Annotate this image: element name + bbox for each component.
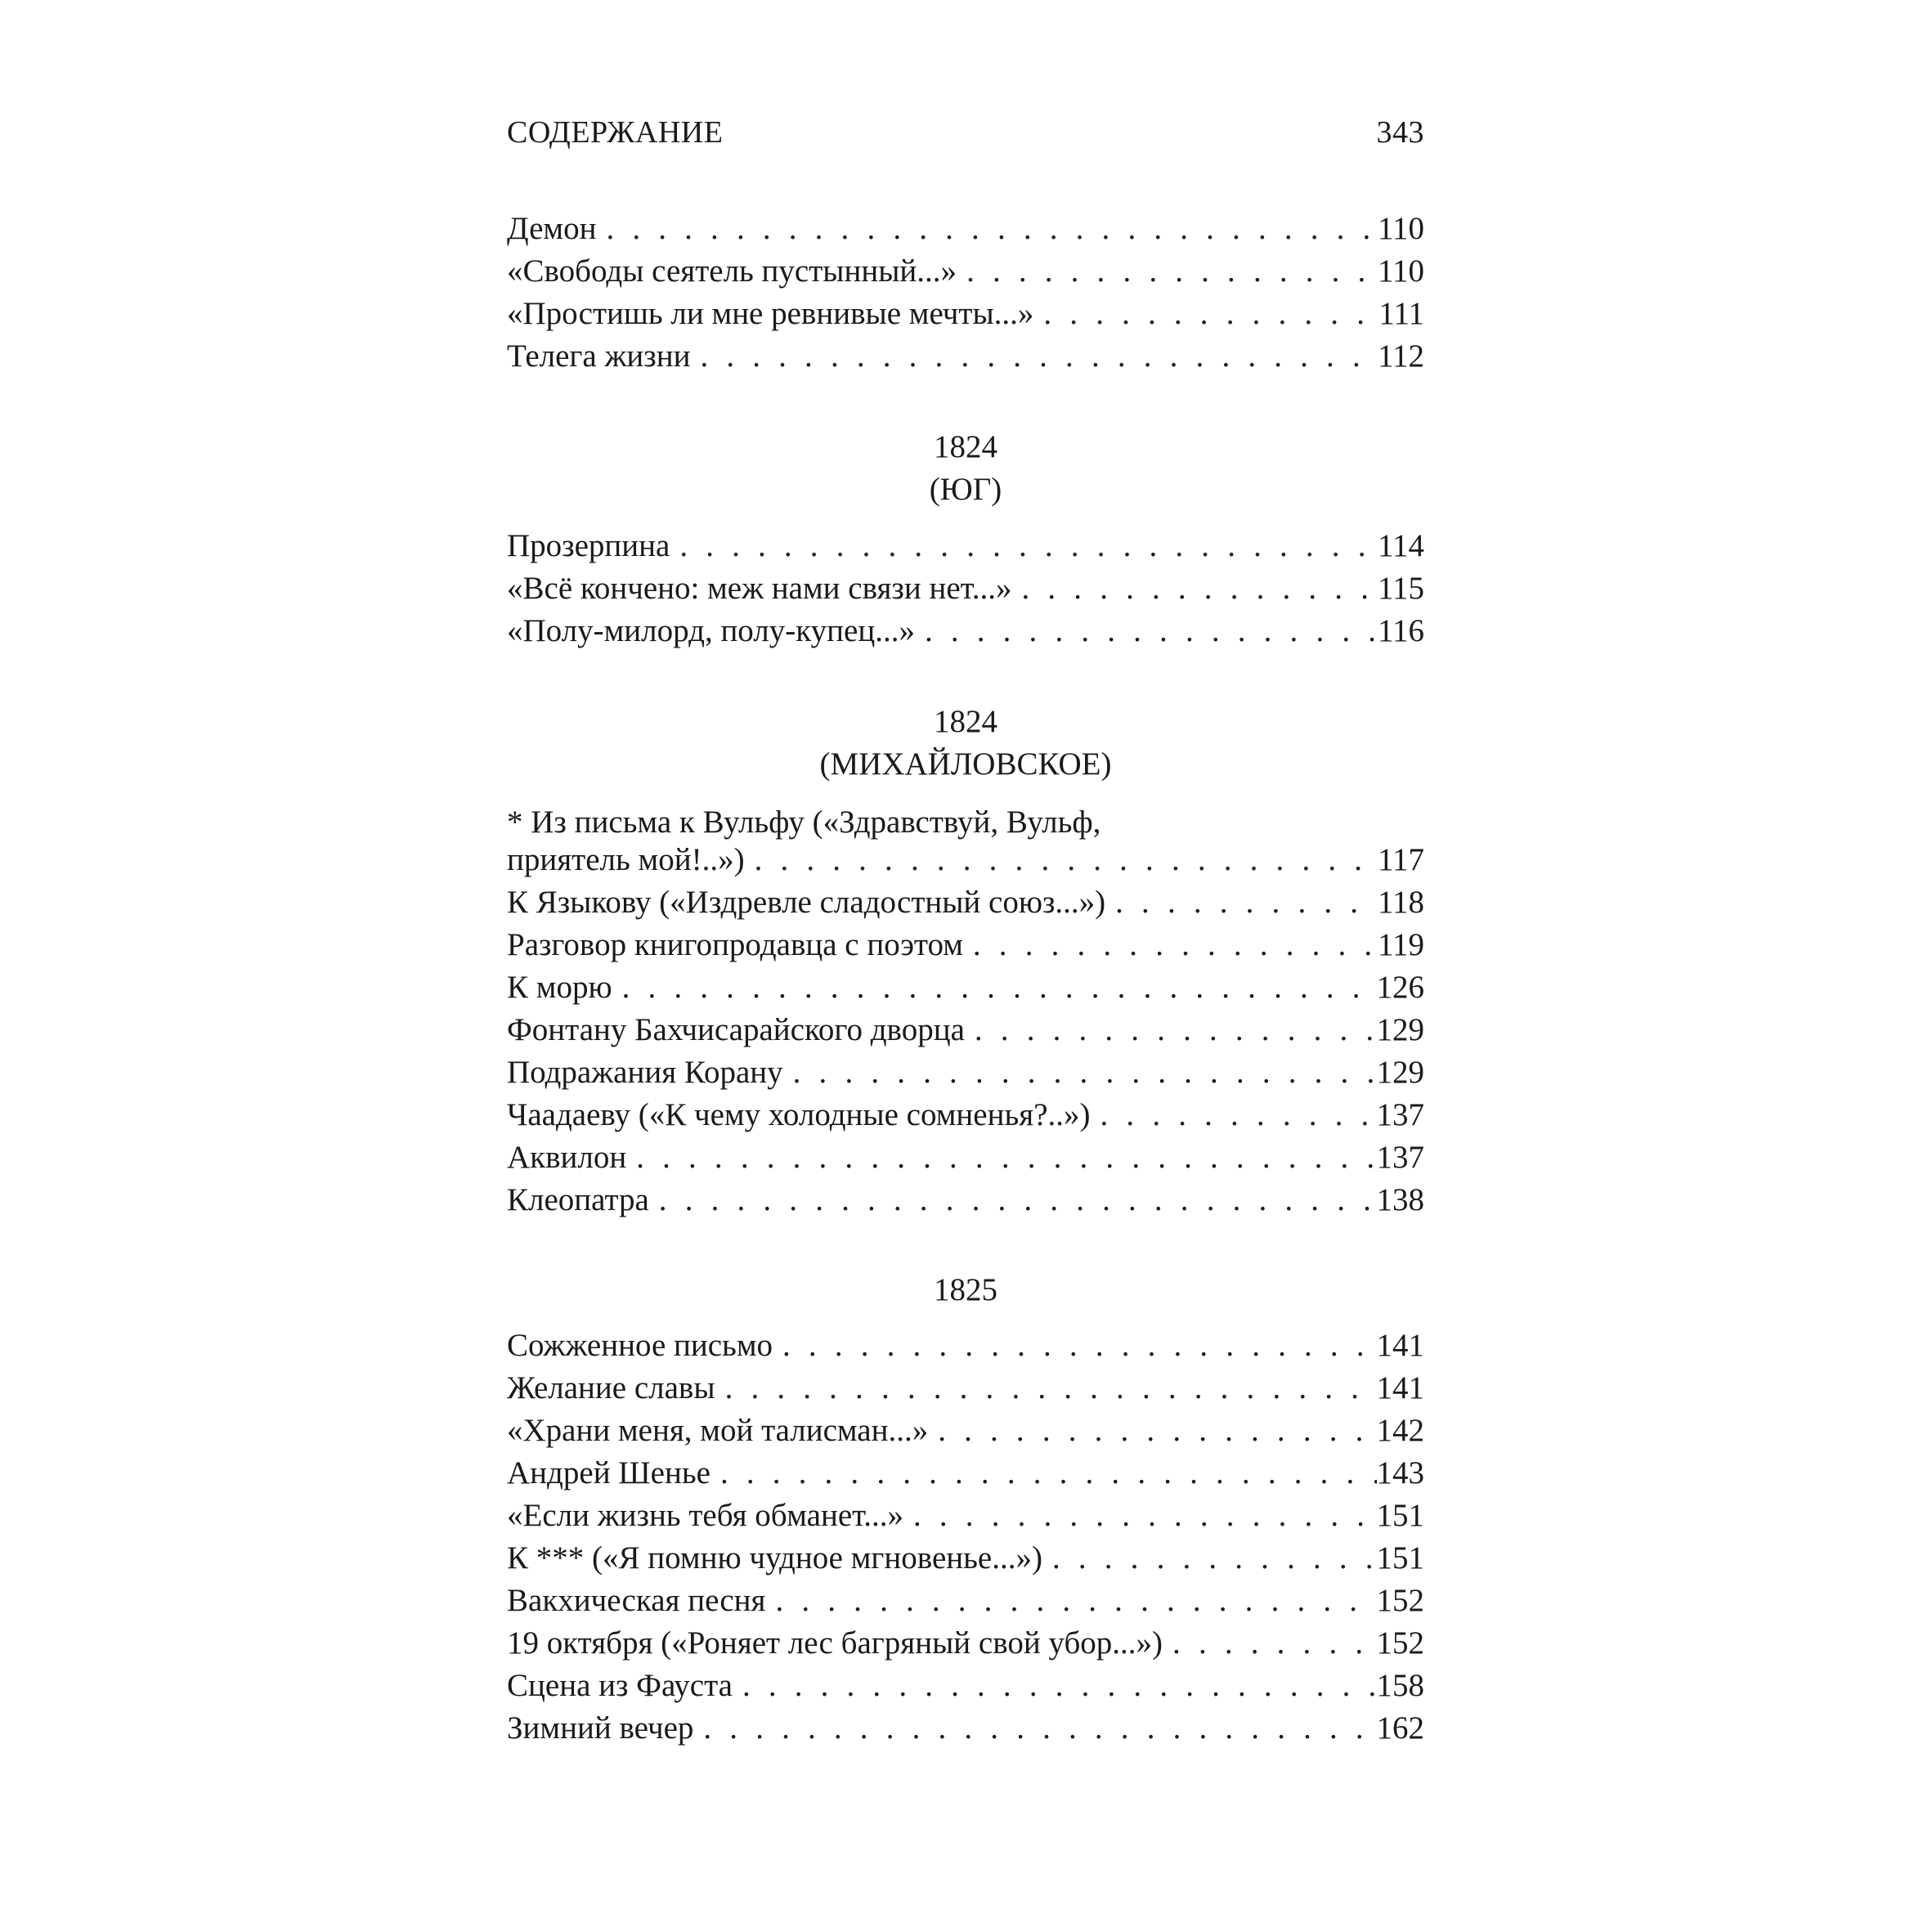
section-heading-place: (ЮГ) [929,472,1002,507]
toc-entry [507,839,1424,881]
dot-leader [745,839,1378,881]
dot-leader [690,335,1377,378]
toc-entry-title: «Простишь ли мне ревнивые мечты...» [507,296,1034,331]
section-heading-year: 1824 [934,704,997,739]
toc-entry-page: 126 [1376,970,1424,1005]
toc-entry-title: Клеопатра [507,1182,649,1217]
toc-entry [507,1051,1424,1094]
toc-entry [507,250,1424,293]
toc-entry-page: 129 [1376,1012,1424,1047]
toc-entry-title: Андрей Шенье [507,1455,710,1490]
dot-leader [1105,881,1378,924]
toc-entry-page: 152 [1376,1625,1424,1661]
toc-entry-page: 151 [1376,1498,1424,1533]
section-heading-year: 1825 [934,1272,997,1307]
toc-entry [507,335,1424,378]
toc-entry [507,293,1424,335]
toc-entry-page: 152 [1376,1583,1424,1618]
dot-leader [963,924,1378,966]
toc-entry-title: Телега жизни [507,338,691,374]
toc-entry-page: 114 [1377,528,1424,563]
toc-entry-title: 19 октября («Роняет лес багряный свой убор...») [507,1625,1163,1661]
toc-entry-title: Прозерпина [507,528,670,563]
toc-entry-page: 162 [1376,1710,1424,1746]
toc-entry-title-line1: * Из письма к Вульфу («Здравствуй, Вульф, [507,805,1101,840]
dot-leader [1163,1622,1376,1665]
toc-entry [507,1580,1424,1622]
toc-entry-title: Вакхическая песня [507,1583,766,1618]
toc-entry-title: Зимний вечер [507,1710,694,1746]
toc-entry-title: К *** («Я помню чудное мгновенье...») [507,1540,1042,1576]
toc-entry-title: приятель мой!..») [507,842,745,877]
toc-entry [507,1452,1424,1495]
toc-entry-page: 115 [1377,571,1424,606]
toc-entry-title: Желание славы [507,1370,715,1405]
toc-entry-page: 129 [1376,1055,1424,1090]
dot-leader [773,1325,1376,1367]
toc-entry-title: «Полу-милорд, полу-купец...» [507,613,915,648]
toc-entry-title: Аквилон [507,1140,627,1175]
toc-entry [507,1410,1424,1452]
toc-entry [507,966,1424,1009]
section-heading-year: 1824 [934,429,997,464]
dot-leader [1012,567,1378,610]
toc-entry-page: 112 [1377,338,1424,374]
toc-entry-title: «Храни меня, мой талисман...» [507,1413,929,1448]
toc-entry [507,1179,1424,1222]
dot-leader [915,610,1378,652]
toc-entry-title: Разговор книгопродавца с поэтом [507,927,963,962]
dot-leader [928,1410,1376,1452]
toc-entry-page: 116 [1377,613,1424,648]
toc-entry-page: 158 [1376,1668,1424,1703]
toc-entry-page: 143 [1376,1455,1424,1490]
toc-entry [507,567,1424,610]
toc-entry [507,1537,1424,1580]
running-head-page-number: 343 [1376,115,1424,150]
toc-entry [507,1665,1424,1707]
running-head-title: СОДЕРЖАНИЕ [507,115,724,150]
toc-entry-title: «Если жизнь тебя обманет...» [507,1498,903,1533]
toc-entry-page: 141 [1376,1370,1424,1405]
dot-leader [1042,1537,1377,1580]
toc-entry-page: 110 [1377,211,1424,246]
toc-entry-page: 142 [1376,1413,1424,1448]
toc-entry-title: «Свободы сеятель пустынный...» [507,253,957,289]
toc-entry-page: 111 [1378,296,1424,331]
dot-leader [649,1179,1377,1222]
dot-leader [626,1136,1376,1179]
toc-entry-page: 118 [1377,885,1424,920]
toc-entry [507,881,1424,924]
toc-entry [507,924,1424,966]
dot-leader [612,966,1377,1009]
toc-entry [507,1622,1424,1665]
toc-entry-title: Демон [507,211,597,246]
toc-entry [507,1707,1424,1750]
toc-entry-page: 137 [1376,1097,1424,1132]
toc-entry-page: 119 [1377,927,1424,962]
toc-entry-page: 138 [1376,1182,1424,1217]
toc-entry-page: 110 [1377,253,1424,289]
toc-entry-title: «Всё кончено: меж нами связи нет...» [507,571,1012,606]
dot-leader [733,1665,1377,1707]
toc-entry-page: 151 [1376,1540,1424,1576]
toc-entry [507,1495,1424,1537]
section-heading-place: (МИХАЙЛОВСКОЕ) [819,746,1112,782]
dot-leader [903,1495,1377,1537]
dot-leader [957,250,1378,293]
dot-leader [670,525,1378,567]
toc-entry-page: 117 [1377,842,1424,877]
dot-leader [765,1580,1376,1622]
dot-leader [596,208,1377,250]
toc-entry-title: Сцена из Фауста [507,1668,733,1703]
toc-entry-title: Подражания Корану [507,1055,783,1090]
toc-entry [507,1094,1424,1136]
toc-entry [507,1009,1424,1051]
toc-entry-title: К Языкову («Издревле сладостный союз...») [507,885,1106,920]
dot-leader [1091,1094,1377,1136]
toc-entry-title: Чаадаеву («К чему холодные сомненья?..») [507,1097,1091,1132]
toc-entry [507,1136,1424,1179]
toc-entry [507,1367,1424,1410]
toc-entry [507,1325,1424,1367]
toc-entry-page: 137 [1376,1140,1424,1175]
toc-entry [507,525,1424,567]
toc-entry-page: 141 [1376,1328,1424,1363]
toc-entry-title: Фонтану Бахчисарайского дворца [507,1012,965,1047]
running-head [507,114,1424,150]
dot-leader [710,1452,1377,1495]
dot-leader [1033,293,1378,335]
toc-entry [507,610,1424,652]
toc-entry-title: Сожженное письмо [507,1328,773,1363]
toc-entry [507,208,1424,250]
dot-leader [693,1707,1376,1750]
dot-leader [965,1009,1377,1051]
dot-leader [783,1051,1377,1094]
dot-leader [715,1367,1377,1410]
toc-entry-title: К морю [507,970,612,1005]
